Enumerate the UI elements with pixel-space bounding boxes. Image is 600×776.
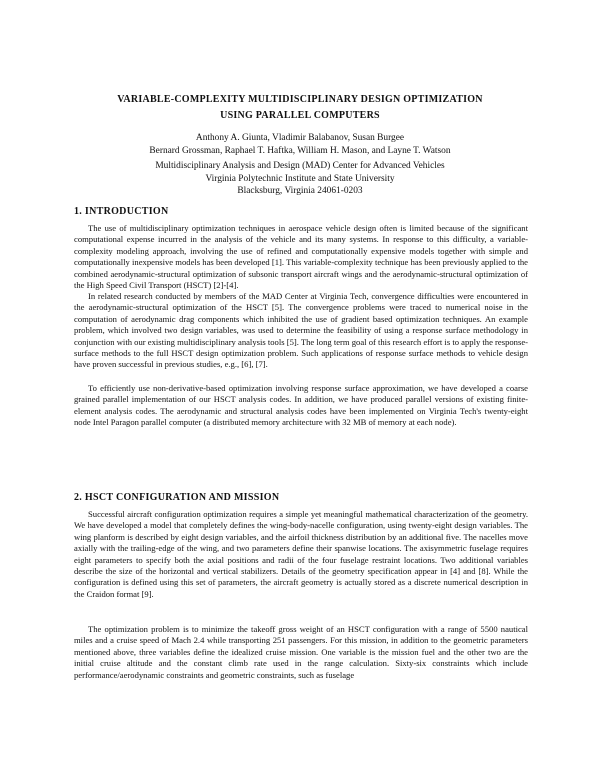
- authors-line-2: Bernard Grossman, Raphael T. Haftka, William H. Mason, and Layne T. Watson: [149, 146, 451, 156]
- paper-title: [60, 92, 540, 124]
- affiliation: [60, 160, 540, 198]
- section-heading-introduction: 1. INTRODUCTION: [74, 206, 169, 217]
- affiliation-line-2: Virginia Polytechnic Institute and State University: [205, 173, 395, 184]
- intro-paragraph-1: The use of multidisciplinary optimization techniques in aerospace vehicle design often is limited because of the significant computational expense incurred in the analysis of the vehicle and its many systems. In response to this difficulty, a variable-complexity modeling approach, involving the use of refined and computationally expensive models together with simple and computationally inexpensive models has been developed [1]. This variable-complexity technique has been previously applied to the combined aerodynamic-structural optimization of subsonic transport aircraft wings and the aerodynamic-structural optimization of the High Speed Civil Transport (HSCT) [2]-[4].: [74, 223, 528, 291]
- title-line-1: VARIABLE-COMPLEXITY MULTIDISCIPLINARY DESIGN OPTIMIZATION: [117, 94, 483, 105]
- section-heading-hsct: 2. HSCT CONFIGURATION AND MISSION: [74, 492, 280, 503]
- intro-paragraph-2: In related research conducted by members of the MAD Center at Virginia Tech, convergence difficulties were encountered in the aerodynamic-structural optimization of the HSCT [5]. The convergence problems were traced to numerical noise in the computation of aerodynamic drag components which inhibited the use of gradient based optimization techniques. An example problem, which involved two design variables, was used to determine the feasibility of using a response surface methodology in conjunction with our existing multidisciplinary analysis tools [5]. The long term goal of this research effort is to apply the response-surface methods to the full HSCT design optimization problem. Such applications of response surface methods to vehicle design have proven successful in previous studies, e.g., [6], [7].: [74, 291, 528, 370]
- hsct-paragraph-2: The optimization problem is to minimize the takeoff gross weight of an HSCT configuration with a range of 5500 nautical miles and a cruise speed of Mach 2.4 while transporting 251 passengers. For this mission, in addition to the geometric parameters mentioned above, three variables define the idealized cruise mission. One variable is the mission fuel and the other two are the initial cruise altitude and the constant climb rate used in the range calculation. Sixty-six constraints which include performance/aerodynamic constraints and geometric constraints, such as fuselage: [74, 624, 528, 680]
- affiliation-line-3: Blacksburg, Virginia 24061-0203: [237, 186, 363, 196]
- author-list: [60, 132, 540, 158]
- authors-line-1: Anthony A. Giunta, Vladimir Balabanov, Susan Burgee: [195, 133, 405, 143]
- intro-paragraph-3: To efficiently use non-derivative-based optimization involving response surface approximation, we have developed a coarse grained parallel implementation of our HSCT analysis codes. In addition, we have produced parallel versions of existing finite-element analysis codes. The aerodynamic and structural analysis codes have been implemented on Virginia Tech's twenty-eight node Intel Paragon parallel computer (a distributed memory architecture with 32 MB of memory at each node).: [74, 383, 528, 428]
- affiliation-line-1: Multidisciplinary Analysis and Design (MAD) Center for Advanced Vehicles: [155, 161, 445, 171]
- title-line-2: USING PARALLEL COMPUTERS: [220, 110, 380, 121]
- hsct-paragraph-1: Successful aircraft configuration optimization requires a simple yet meaningful mathematical characterization of the geometry. We have developed a model that completely defines the wing-body-nacelle configuration, using twenty-eight design variables. The wing planform is described by eight design variables, and the airfoil thickness distribution by an additional five. The nacelles move axially with the trailing-edge of the wing, and two parameters define their spanwise locations. The axisymmetric fuselage requires eight parameters to specify both the axial positions and radii of the four fuselage restraint locations. Two additional variables describe the size of the horizontal and vertical stabilizers. Details of the geometry specification appear in [4] and [8]. While the configuration is defined using this set of parameters, the aircraft geometry is actually stored as a discrete numerical description in the Craidon format [9].: [74, 509, 528, 599]
